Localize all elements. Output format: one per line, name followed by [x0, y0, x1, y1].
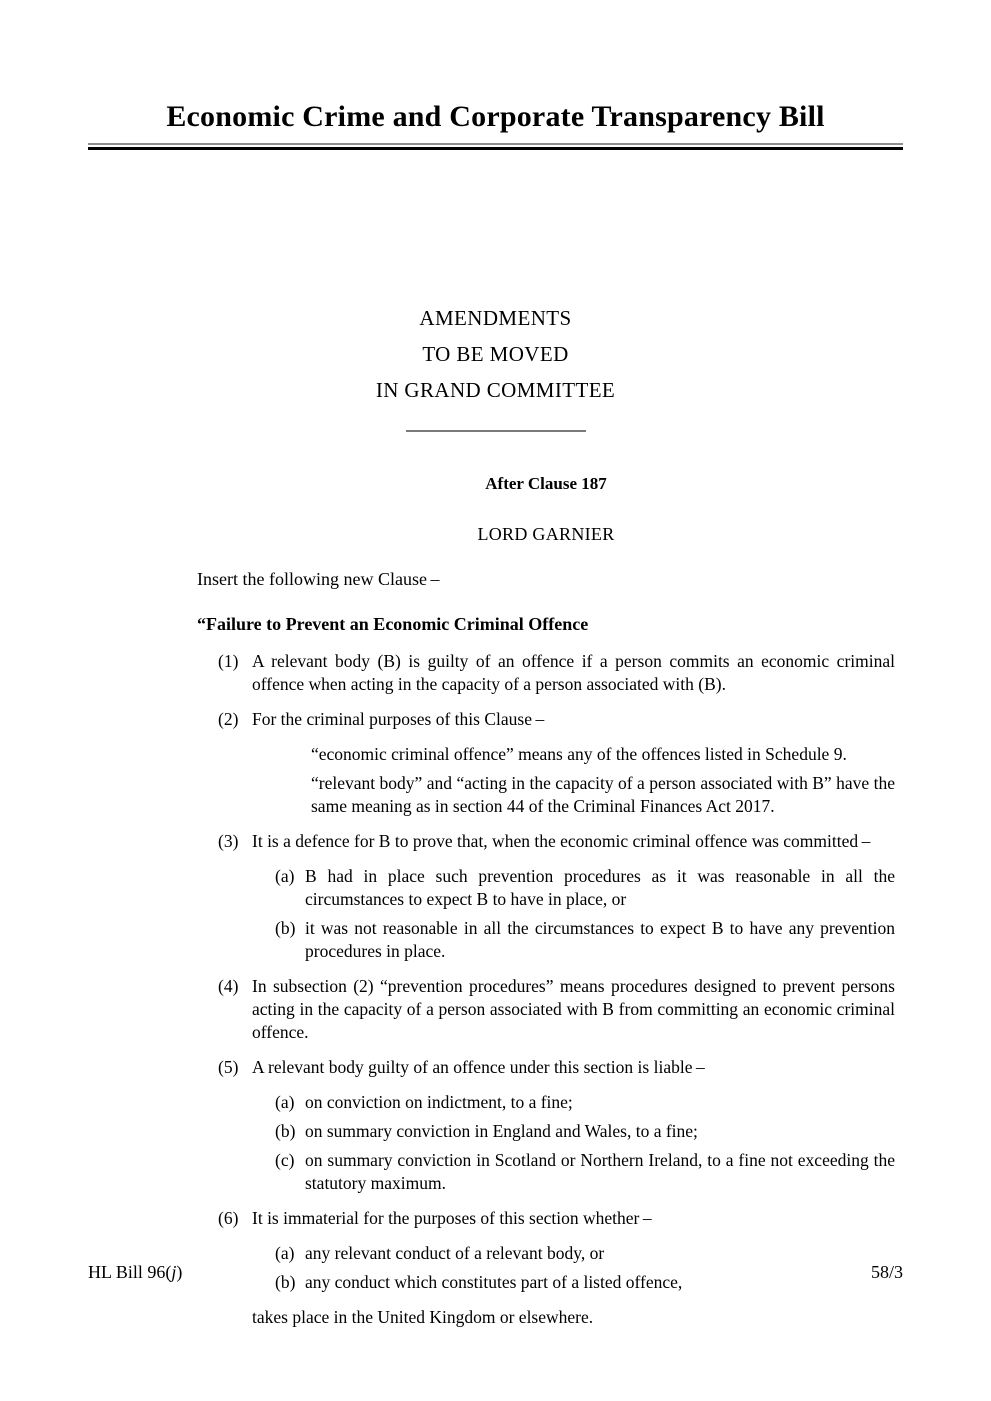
subsection-4 [197, 975, 895, 1044]
paragraph-letter: (a) [275, 866, 295, 886]
bill-number-prefix: HL Bill 96( [88, 1262, 172, 1282]
subsection-2 [197, 708, 895, 731]
new-clause-title: “Failure to Prevent an Economic Criminal Offence [197, 614, 589, 634]
closing-line: takes place in the United Kingdom or elsewhere. [252, 1307, 594, 1327]
heading-line-in-grand-committee: IN GRAND COMMITTEE [375, 378, 616, 402]
paragraph-text: on conviction on indictment, to a fine; [305, 1092, 573, 1112]
paragraph-text: any conduct which constitutes part of a listed offence, [305, 1272, 683, 1292]
definition-economic-criminal-offence: “economic criminal offence” means any of the offences listed in Schedule 9. [311, 744, 847, 764]
subsection-6 [197, 1207, 895, 1230]
subsection-number: (6) [218, 1208, 239, 1228]
bill-number-italic: j [171, 1262, 177, 1282]
subsection-number: (4) [218, 976, 239, 996]
subsection-5 [197, 1056, 895, 1079]
amendments-heading-block [88, 300, 903, 432]
paragraph-letter: (b) [275, 1272, 296, 1292]
subsection-number: (3) [218, 831, 239, 851]
title-rule-thick [88, 147, 903, 150]
page-reference: 58/3 [870, 1262, 903, 1282]
page-title: Economic Crime and Corporate Transparency Bill [166, 100, 825, 133]
subsection-text: For the criminal purposes of this Clause – [252, 709, 545, 729]
heading-divider [406, 430, 586, 432]
page-footer [88, 1262, 903, 1283]
subsection-number: (1) [218, 651, 239, 671]
subsection-text: It is immaterial for the purposes of this section whether – [252, 1208, 652, 1228]
sponsor-name: LORD GARNIER [477, 524, 615, 544]
heading-line-to-be-moved: TO BE MOVED [422, 342, 569, 366]
paragraph-letter: (b) [275, 918, 296, 938]
amendment-body [197, 472, 895, 1329]
paragraph-5a [197, 1091, 895, 1114]
definition-relevant-body: “relevant body” and “acting in the capacity of a person associated with B” have the same meaning as in section 44 of the Criminal Finances Act 2017. [311, 773, 895, 816]
paragraph-5b [197, 1120, 895, 1143]
insert-instruction: Insert the following new Clause – [197, 569, 440, 589]
clause-reference: After Clause 187 [485, 474, 607, 493]
paragraph-5c [197, 1149, 895, 1195]
paragraph-text: B had in place such prevention procedures as it was reasonable in all the circumstances to expect B to have in place, or [305, 866, 895, 909]
subsection-text: In subsection (2) “prevention procedures” means procedures designed to prevent persons acting in the capacity of a person associated with B from committing an economic criminal offence. [252, 976, 895, 1042]
subsection-text: A relevant body guilty of an offence under this section is liable – [252, 1057, 705, 1077]
bill-number [88, 1262, 182, 1283]
paragraph-letter: (a) [275, 1243, 295, 1263]
paragraph-text: it was not reasonable in all the circumstances to expect B to have any prevention procedures in place. [305, 918, 895, 961]
paragraph-letter: (c) [275, 1150, 295, 1170]
subsection-text: It is a defence for B to prove that, when the economic criminal offence was committed – [252, 831, 871, 851]
paragraph-3a [197, 865, 895, 911]
heading-line-amendments: AMENDMENTS [419, 306, 572, 330]
paragraph-text: on summary conviction in Scotland or Northern Ireland, to a fine not exceeding the statutory maximum. [305, 1150, 895, 1193]
bill-number-suffix: ) [176, 1262, 183, 1282]
paragraph-text: on summary conviction in England and Wales, to a fine; [305, 1121, 698, 1141]
paragraph-letter: (a) [275, 1092, 295, 1112]
subsection-text: A relevant body (B) is guilty of an offence if a person commits an economic criminal offence when acting in the capacity of a person associated with (B). [252, 651, 895, 694]
subsection-number: (2) [218, 709, 239, 729]
subsection-number: (5) [218, 1057, 239, 1077]
paragraph-text: any relevant conduct of a relevant body, or [305, 1243, 605, 1263]
heading-divider-wrap [88, 430, 903, 432]
title-block [88, 100, 903, 150]
paragraph-3b [197, 917, 895, 963]
subsection-3 [197, 830, 895, 853]
subsection-1 [197, 650, 895, 696]
paragraph-letter: (b) [275, 1121, 296, 1141]
